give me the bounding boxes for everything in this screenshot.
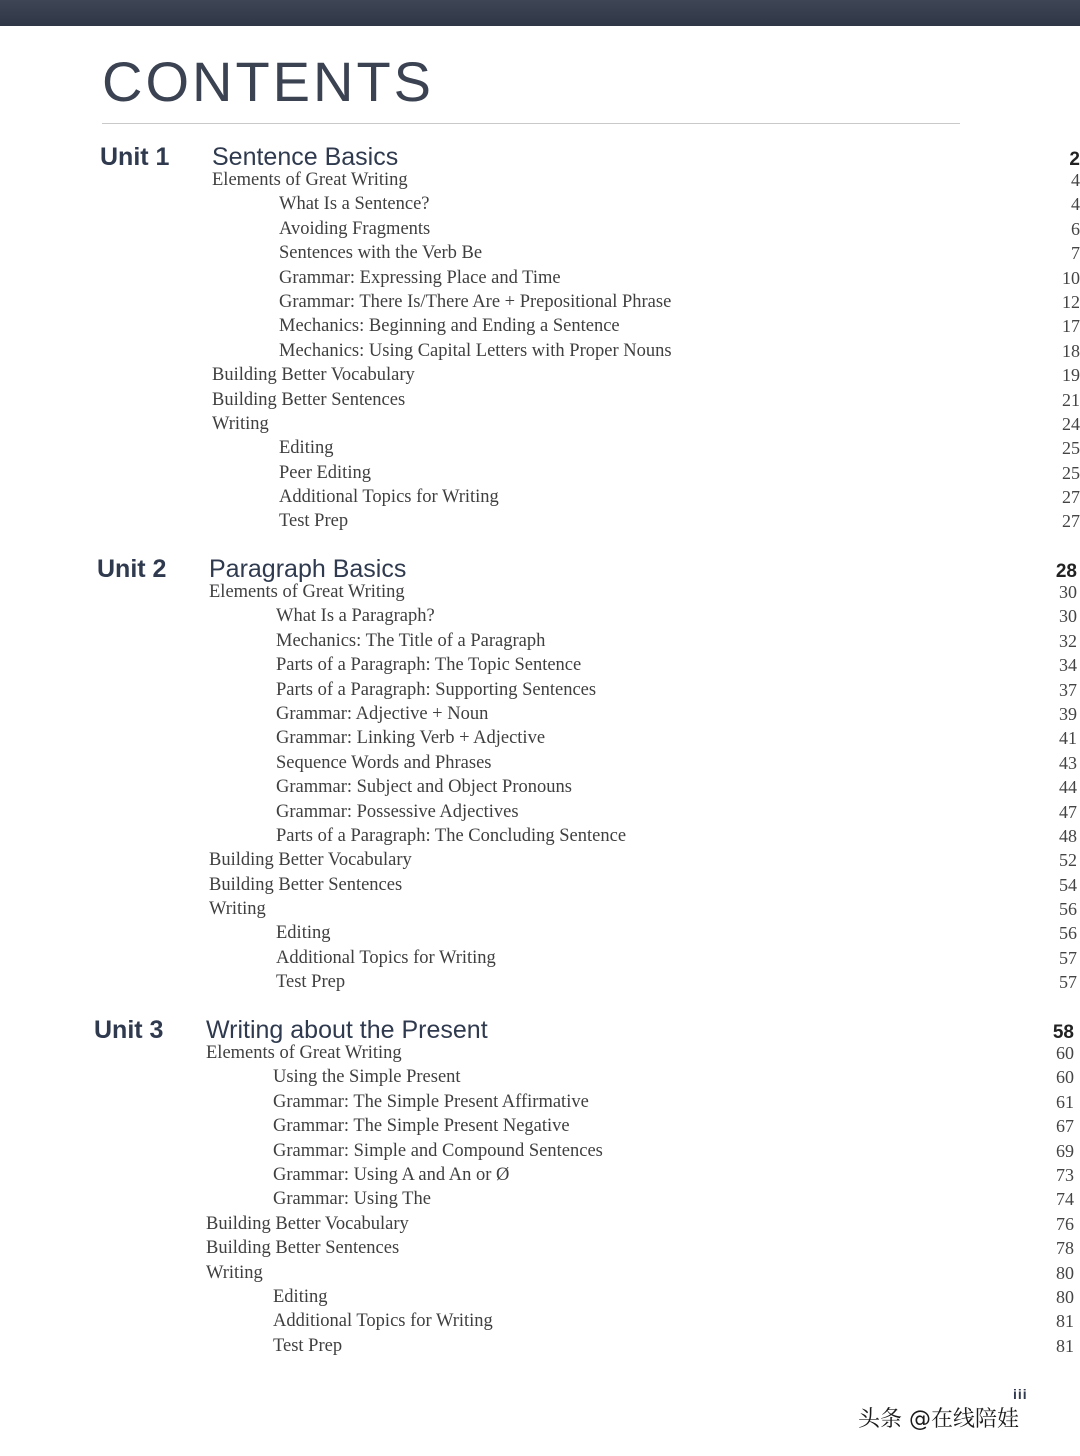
toc-entry-title: Test Prep: [276, 972, 346, 993]
top-color-bar: [0, 0, 1080, 26]
toc-entry-title: Building Better Sentences: [209, 874, 403, 895]
toc-entry-page: 39: [1059, 703, 1077, 724]
toc-entry: [94, 1334, 1074, 1358]
toc-entry-title: Sentences with the Verb Be: [279, 243, 483, 264]
toc-entry-title: Grammar: Adjective + Noun: [276, 703, 489, 724]
toc-entry-page: 73: [1056, 1164, 1074, 1185]
toc-entry-title: Building Better Sentences: [212, 389, 406, 410]
toc-entry: [100, 388, 1080, 412]
toc-entry: [100, 241, 1080, 265]
toc-entry-page: 37: [1059, 679, 1077, 700]
page-title: CONTENTS: [102, 50, 434, 113]
toc-entry-title: Additional Topics for Writing: [276, 947, 496, 968]
toc-entry-title: Elements of Great Writing: [206, 1043, 402, 1063]
toc-entry-title: What Is a Paragraph?: [276, 606, 435, 627]
toc-entry-title: Peer Editing: [279, 462, 371, 483]
toc-entry-page: 27: [1062, 487, 1080, 508]
toc-entry-title: Grammar: Subject and Object Pronouns: [276, 777, 572, 798]
toc-entry: [97, 751, 1077, 775]
toc-entry: [100, 290, 1080, 314]
toc-entry: [94, 1114, 1074, 1138]
toc-entry: [94, 1261, 1074, 1285]
toc-entry: [97, 604, 1077, 628]
toc-entry: [94, 1090, 1074, 1114]
toc-entry-title: Parts of a Paragraph: The Concluding Sentence: [276, 825, 627, 846]
toc-entry-title: Grammar: The Simple Present Negative: [273, 1116, 570, 1137]
toc-entry-page: 17: [1062, 316, 1080, 337]
toc-entry-title: Building Better Vocabulary: [209, 850, 412, 871]
toc-entry-title: Grammar: Possessive Adjectives: [276, 801, 519, 822]
toc-entry: [94, 1285, 1074, 1309]
toc-entry: [97, 775, 1077, 799]
toc-entry-page: 81: [1056, 1335, 1074, 1356]
toc-entry-page: 30: [1059, 582, 1077, 602]
toc-entry: [94, 1041, 1074, 1065]
unit-entries: [100, 168, 1080, 534]
toc-entry-title: Mechanics: Using Capital Letters with Proper Nouns: [279, 340, 672, 361]
toc-entry-page: 24: [1062, 413, 1080, 434]
toc-entry-title: Editing: [273, 1286, 328, 1307]
toc-entry-page: 10: [1062, 267, 1080, 288]
toc-entry-title: Building Better Sentences: [206, 1238, 400, 1259]
toc-entry-page: 18: [1062, 340, 1080, 361]
page-number: iii: [1013, 1386, 1028, 1402]
toc-entry-page: 80: [1056, 1262, 1074, 1283]
toc-entry-page: 4: [1071, 170, 1080, 190]
toc-entry-title: Writing: [212, 413, 269, 434]
toc-entry-page: 21: [1062, 389, 1080, 410]
toc-entry-title: Editing: [276, 923, 331, 944]
toc-entry: [97, 970, 1077, 994]
watermark: 头条 @在线陪娃: [858, 1407, 1019, 1432]
toc-entry: [94, 1163, 1074, 1187]
toc-entry: [97, 873, 1077, 897]
toc-entry-page: 69: [1056, 1140, 1074, 1161]
toc-entry: [97, 678, 1077, 702]
toc-entry-page: 56: [1059, 899, 1077, 920]
toc-entry: [97, 653, 1077, 677]
toc-entry-page: 80: [1056, 1286, 1074, 1307]
toc-entry: [100, 217, 1080, 241]
toc-entry-page: 54: [1059, 874, 1077, 895]
unit-label: Unit 1: [100, 143, 170, 171]
unit-title: Paragraph Basics: [209, 555, 407, 583]
toc-entry-title: Test Prep: [279, 511, 349, 532]
unit-entries: [97, 580, 1077, 995]
toc-entry-title: Editing: [279, 438, 334, 459]
toc-entry-title: Mechanics: The Title of a Paragraph: [276, 630, 546, 651]
toc-entry: [97, 702, 1077, 726]
toc-entry-page: 25: [1062, 462, 1080, 483]
toc-entry-title: Grammar: Using A and An or Ø: [273, 1164, 510, 1185]
toc-entry-page: 44: [1059, 777, 1077, 798]
toc-entry: [97, 800, 1077, 824]
toc-entry: [100, 412, 1080, 436]
toc-entry-page: 41: [1059, 728, 1077, 749]
toc-entry: [100, 363, 1080, 387]
toc-entry: [97, 921, 1077, 945]
unit-label: Unit 3: [94, 1016, 164, 1044]
toc-entry-title: Parts of a Paragraph: Supporting Sentences: [276, 679, 597, 700]
toc-entry-title: Additional Topics for Writing: [279, 487, 499, 508]
toc-entry-title: Grammar: Using The: [273, 1189, 431, 1210]
toc-entry: [94, 1212, 1074, 1236]
toc-entry-page: 57: [1059, 947, 1077, 968]
toc-entry-page: 19: [1062, 365, 1080, 386]
toc-entry-title: Grammar: The Simple Present Affirmative: [273, 1091, 589, 1112]
toc-entry-page: 25: [1062, 438, 1080, 459]
toc-entry: [100, 314, 1080, 338]
toc-entry-title: Building Better Vocabulary: [206, 1213, 409, 1234]
toc-entry: [100, 485, 1080, 509]
unit-page-number: 58: [1052, 1022, 1074, 1043]
toc-entry-page: 60: [1056, 1067, 1074, 1088]
toc-entry-page: 74: [1056, 1189, 1074, 1210]
toc-entry-title: Elements of Great Writing: [209, 582, 405, 602]
toc-entry: [94, 1139, 1074, 1163]
toc-entry-page: 34: [1059, 655, 1077, 676]
unit-page-number: 2: [1069, 149, 1080, 170]
toc-entry-title: Elements of Great Writing: [212, 170, 408, 190]
toc-entry-title: Mechanics: Beginning and Ending a Sentence: [279, 316, 620, 337]
toc-entry: [100, 436, 1080, 460]
unit-entries: [94, 1041, 1074, 1358]
toc-entry: [94, 1065, 1074, 1089]
toc-entry-page: 4: [1071, 194, 1080, 215]
toc-entry: [97, 629, 1077, 653]
toc-entry-page: 48: [1059, 825, 1077, 846]
title-divider: [102, 123, 960, 124]
toc-entry: [100, 168, 1080, 192]
toc-entry-page: 43: [1059, 752, 1077, 773]
unit-title: Sentence Basics: [212, 143, 399, 171]
toc-entry: [97, 580, 1077, 604]
toc-entry-page: 67: [1056, 1116, 1074, 1137]
toc-entry-title: Using the Simple Present: [273, 1067, 461, 1088]
toc-entry-title: What Is a Sentence?: [279, 194, 430, 215]
toc-entry: [97, 848, 1077, 872]
toc-entry: [97, 726, 1077, 750]
toc-entry-page: 61: [1056, 1091, 1074, 1112]
toc-entry-title: Building Better Vocabulary: [212, 365, 415, 386]
toc-entry-page: 30: [1059, 606, 1077, 627]
toc-entry: [100, 339, 1080, 363]
toc-entry-page: 76: [1056, 1213, 1074, 1234]
toc-entry-title: Grammar: Simple and Compound Sentences: [273, 1140, 603, 1161]
toc-entry: [97, 897, 1077, 921]
toc-entry: [100, 509, 1080, 533]
toc-entry-page: 57: [1059, 972, 1077, 993]
toc-entry-page: 81: [1056, 1311, 1074, 1332]
toc-entry-page: 32: [1059, 630, 1077, 651]
toc-entry-page: 60: [1056, 1043, 1074, 1063]
unit-page-number: 28: [1055, 561, 1077, 582]
toc-entry-page: 12: [1062, 291, 1080, 312]
toc-entry: [94, 1309, 1074, 1333]
toc-entry: [97, 946, 1077, 970]
toc-entry-page: 52: [1059, 850, 1077, 871]
toc-entry-title: Avoiding Fragments: [279, 218, 431, 239]
toc-entry: [100, 192, 1080, 216]
toc-entry-title: Parts of a Paragraph: The Topic Sentence: [276, 655, 582, 676]
toc-entry-page: 6: [1071, 218, 1080, 239]
toc-entry: [100, 461, 1080, 485]
toc-entry-title: Writing: [209, 899, 266, 920]
toc-entry-page: 56: [1059, 923, 1077, 944]
toc-entry-page: 78: [1056, 1238, 1074, 1259]
unit-label: Unit 2: [97, 555, 167, 583]
toc-entry-page: 27: [1062, 511, 1080, 532]
toc-entry-title: Additional Topics for Writing: [273, 1311, 493, 1332]
unit-title: Writing about the Present: [206, 1016, 488, 1044]
toc-entry-page: 7: [1071, 243, 1080, 264]
toc-entry: [100, 266, 1080, 290]
toc-entry: [94, 1236, 1074, 1260]
toc-entry: [94, 1187, 1074, 1211]
toc-entry-title: Sequence Words and Phrases: [276, 752, 492, 773]
toc-entry-title: Test Prep: [273, 1335, 343, 1356]
toc-entry-page: 47: [1059, 801, 1077, 822]
toc-entry-title: Grammar: Linking Verb + Adjective: [276, 728, 546, 749]
toc-entry: [97, 824, 1077, 848]
toc-entry-title: Grammar: Expressing Place and Time: [279, 267, 561, 288]
toc-entry-title: Writing: [206, 1262, 263, 1283]
toc-entry-title: Grammar: There Is/There Are + Prepositional Phrase: [279, 291, 672, 312]
